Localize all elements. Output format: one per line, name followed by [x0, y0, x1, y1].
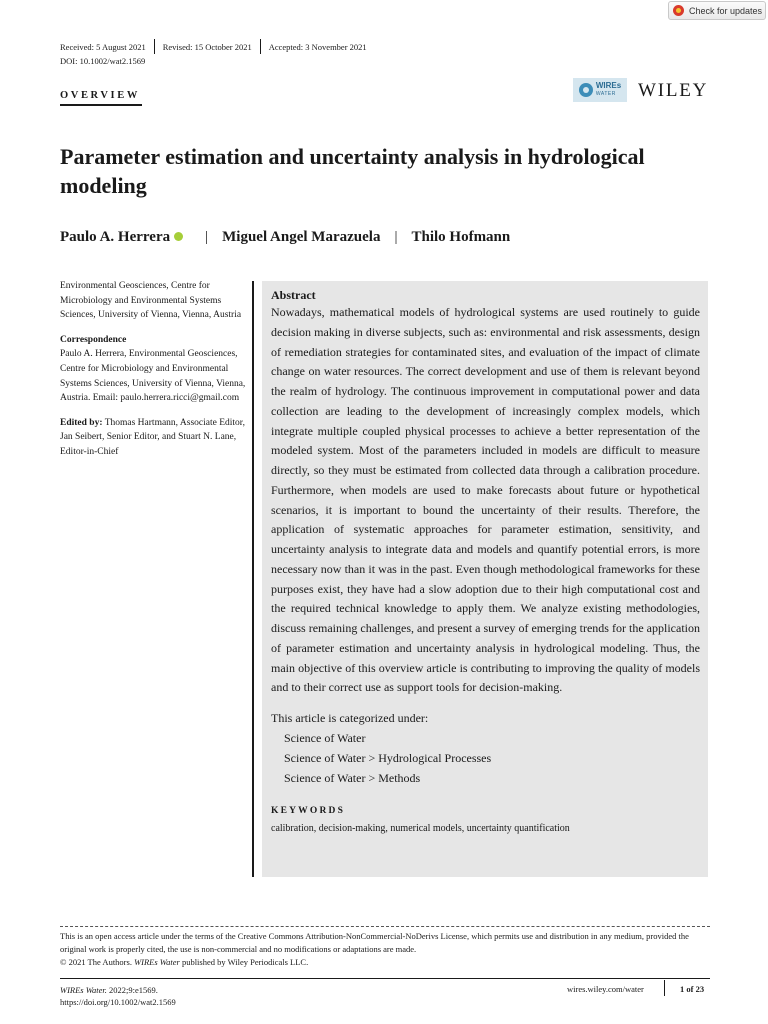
doi: DOI: 10.1002/wat2.1569: [60, 56, 146, 66]
date-separator: [154, 39, 155, 54]
wires-logo-subtext: WATER: [595, 91, 616, 97]
author-name: Paulo A. Herrera: [60, 229, 171, 245]
wires-water-logo: [573, 78, 627, 102]
check-for-updates-label: Check for updates: [689, 5, 763, 16]
citation: [60, 984, 176, 1008]
article-dates: [60, 39, 367, 54]
category-list: [271, 728, 700, 788]
license-text: This is an open access article under the terms of the Creative Commons Attribution-NonCommercial-NoDerivs License, which permits use and distribution in any medium, provided the original work is properly cited, the use is non-commercial and no modifications or adaptations are made.: [60, 931, 689, 954]
correspondence: [60, 333, 246, 406]
publisher-logo: WILEY: [638, 80, 709, 101]
column-divider: [252, 281, 254, 877]
citation-doi-link[interactable]: https://doi.org/10.1002/wat2.1569: [60, 997, 176, 1007]
author-name: Thilo Hofmann: [411, 229, 511, 245]
license-notice: [60, 930, 700, 969]
page-number: 1 of 23: [680, 984, 705, 994]
citation-volume: 2022;9:e1569.: [106, 985, 158, 995]
crossmark-icon: [673, 5, 684, 16]
footer-separator: [664, 980, 665, 996]
section-underline: [60, 104, 142, 106]
received-date: Received: 5 August 2021: [60, 41, 146, 52]
abstract-heading: Abstract: [271, 288, 316, 302]
abstract-box: [262, 281, 708, 877]
category-item: Science of Water > Methods: [284, 771, 421, 785]
check-for-updates-button[interactable]: [668, 1, 766, 20]
section-label: OVERVIEW: [60, 90, 140, 101]
copyright-journal: WIREs Water: [134, 957, 180, 967]
author-name: Miguel Angel Marazuela: [222, 229, 381, 245]
wires-logo-text: WIREs: [595, 81, 622, 90]
edited-by-text: Thomas Hartmann, Associate Editor, Jan Seibert, Senior Editor, and Stuart N. Lane, Editor-in-Chief: [60, 417, 245, 457]
keywords-text: calibration, decision-making, numerical models, uncertainty quantification: [271, 823, 570, 834]
category-item: Science of Water > Hydrological Processes: [284, 751, 492, 765]
date-separator: [260, 39, 261, 54]
edited-by-label: Edited by:: [60, 417, 103, 428]
wires-logo-icon: [579, 83, 593, 97]
edited-by: [60, 416, 246, 460]
copyright-line: © 2021 The Authors. WIREs Water published by Wiley Periodicals LLC.: [60, 957, 309, 967]
accepted-date: Accepted: 3 November 2021: [268, 41, 367, 52]
revised-date: Revised: 15 October 2021: [162, 41, 252, 52]
correspondence-label: Correspondence: [60, 334, 127, 345]
categorized-heading: This article is categorized under:: [271, 711, 429, 725]
author-list: Paulo A. Herrera | Miguel Angel Marazuela | Thilo Hofmann: [60, 229, 511, 245]
orcid-icon[interactable]: [174, 232, 183, 241]
footer-rule: [60, 978, 710, 979]
citation-journal: WIREs Water.: [60, 985, 107, 995]
correspondence-text: Paulo A. Herrera, Environmental Geosciences, Centre for Microbiology and Environmental Systems Sciences, University of Vienna, Vienna, Austria. Email: paulo.herrera.ricci@gmail.com: [60, 349, 246, 404]
category-item: Science of Water: [284, 731, 366, 745]
footnote-divider: [60, 926, 710, 927]
journal-website-link[interactable]: wires.wiley.com/water: [567, 984, 644, 994]
keywords-heading: KEYWORDS: [271, 806, 346, 816]
affiliation: Environmental Geosciences, Centre for Microbiology and Environmental Systems Sciences, University of Vienna, Vienna, Austria: [60, 281, 242, 321]
article-title: Parameter estimation and uncertainty analysis in hydrological modeling: [60, 144, 645, 198]
abstract-text: Nowadays, mathematical models of hydrological systems are used routinely to guide decision making in diverse subjects, such as: environmental and risk assessments, design of remediation strategies for contaminated sites, and evaluation of the impact of climate change on water resources. The correct development and use of them is relevant beyond the realm of hydrology. The continuous improvement in computational power and data collection are leading to the development of increasingly complex models, which integrate multiple coupled physical processes to achieve a better representation of the modeled system. Most of the parameters included in models are difficult to measure directly, so they must be estimated from collected data through a calibration procedure. Furthermore, when models are used to make forecasts about future or hypothetical scenarios, it is important to bound the uncertainty of their results. Therefore, the application of systematic approaches for parameter estimation, sensitivity, and uncertainty analysis to integrate data and models and quantify potential errors, is more necessary now than it was in the past. Even though methodological frameworks for these purposes exist, they have had a slow adoption due to their high computational cost and the required technical knowledge to apply them. We analyze existing methodologies, discuss remaining challenges, and present a survey of emerging trends for the application of parameter estimation and uncertainty analysis in hydrological modeling. Thus, the main objective of this overview article is contributing to improving the quality of models and to their correct use as support tools for decision-making.: [271, 305, 700, 695]
article-info-sidebar: [60, 279, 246, 470]
